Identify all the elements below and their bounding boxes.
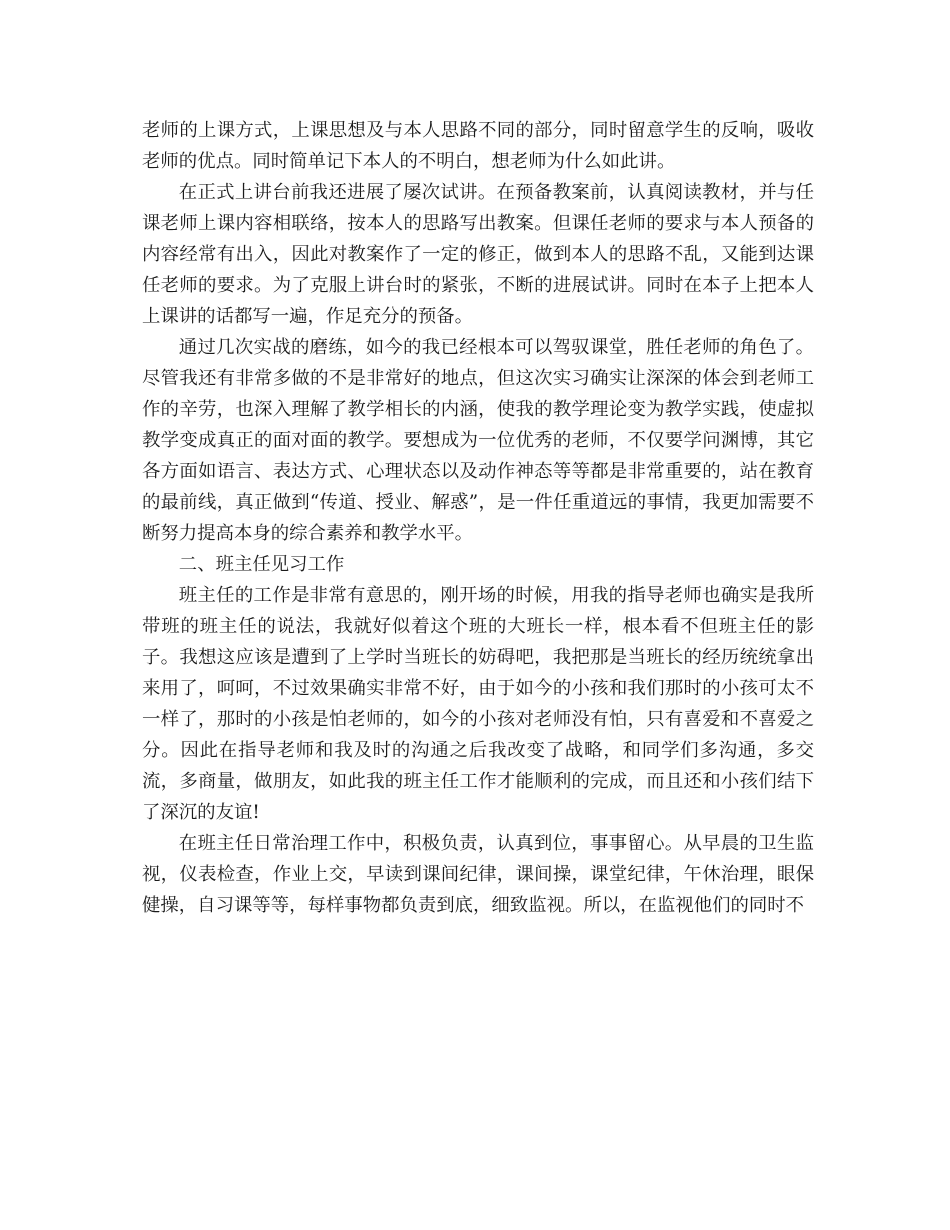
document-body bbox=[142, 115, 814, 921]
paragraph-3: 通过几次实战的磨练，如今的我已经根本可以驾驭课堂，胜任老师的角色了。尽管我还有非常多做的不是非常好的地点，但这次实习确实让深深的体会到老师工作的辛劳，也深入理解了教学相长的内涵，使我的教学理论变为教学实践，使虚拟教学变成真正的面对面的教学。要想成为一位优秀的老师，不仅要学问渊博，其它各方面如语言、表达方式、心理状态以及动作神态等等都是非常重要的，站在教育的最前线，真正做到“传道、授业、解惑”，是一件任重道远的事情，我更加需要不断努力提高本身的综合素养和教学水平。 bbox=[142, 337, 814, 544]
paragraph-1: 老师的上课方式，上课思想及与本人思路不同的部分，同时留意学生的反响，吸收老师的优点。同时简单记下本人的不明白，想老师为什么如此讲。 bbox=[142, 120, 814, 172]
paragraph-5: 在班主任日常治理工作中，积极负责，认真到位，事事留心。从早晨的卫生监视，仪表检查，作业上交，早读到课间纪律，课间操，课堂纪律，午休治理，眼保健操，自习课等等，每样事物都负责到底，细致监视。所以，在监视他们的同时不 bbox=[142, 833, 814, 916]
paragraph-4: 班主任的工作是非常有意思的，刚开场的时候，用我的指导老师也确实是我所带班的班主任的说法，我就好似着这个班的大班长一样，根本看不但班主任的影子。我想这应该是遭到了上学时当班长的妨碍吧，我把那是当班长的经历统统拿出来用了，呵呵，不过效果确实非常不好，由于如今的小孩和我们那时的小孩可太不一样了，那时的小孩是怕老师的，如今的小孩对老师没有怕，只有喜爱和不喜爱之分。因此在指导老师和我及时的沟通之后我改变了战略，和同学们多沟通，多交流，多商量，做朋友，如此我的班主任工作才能顺利的完成，而且还和小孩们结下了深沉的友谊! bbox=[142, 585, 814, 823]
section-heading: 二、班主任见习工作 bbox=[178, 554, 345, 575]
paragraph-2: 在正式上讲台前我还进展了屡次试讲。在预备教案前，认真阅读教材，并与任课老师上课内容相联络，按本人的思路写出教案。但课任老师的要求与本人预备的内容经常有出入，因此对教案作了一定的修正，做到本人的思路不乱，又能到达课任老师的要求。为了克服上讲台时的紧张，不断的进展试讲。同时在本子上把本人上课讲的话都写一遍，作足充分的预备。 bbox=[142, 182, 814, 327]
